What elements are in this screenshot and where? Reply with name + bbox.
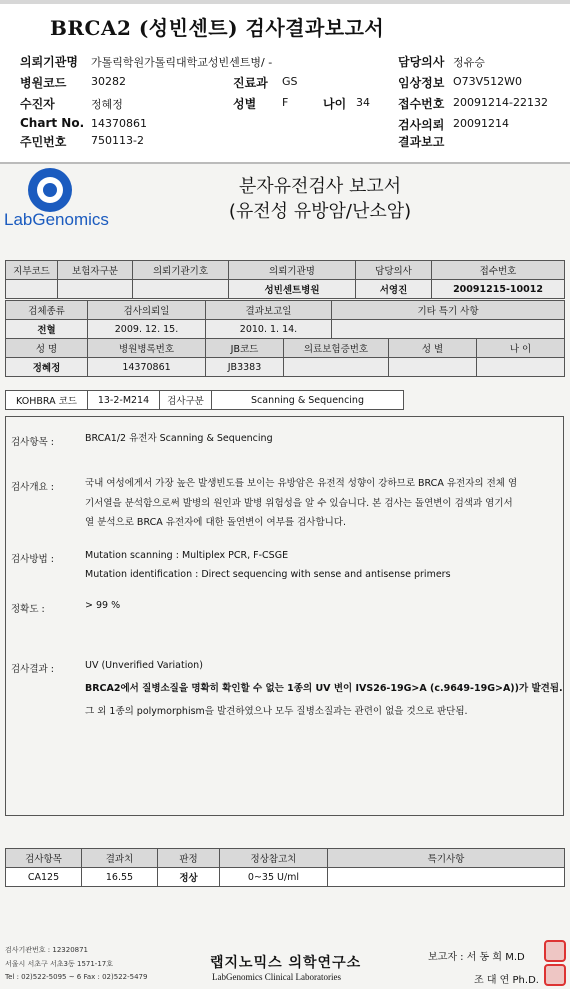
t1-head-0: 지부코드 [6, 261, 58, 280]
t4-head-0: 검사항목 [6, 849, 82, 868]
seal-stamp-icon [544, 940, 566, 962]
logo-text: LabGenomics [4, 210, 109, 229]
t3-head-2: JB코드 [206, 339, 284, 358]
report-subtitle: (유전성 유방암/난소암) [228, 201, 412, 222]
report-header [0, 0, 570, 160]
label-doctor: 담당의사 [398, 55, 445, 69]
t3-head-3: 의료보험증번호 [284, 339, 389, 358]
t4-head-4: 특기사항 [328, 849, 565, 868]
signature-director: 조 대 연 Ph.D. [474, 975, 539, 986]
label-hospital-code: 병원코드 [20, 76, 67, 90]
value-institution: 가톨릭학원가톨릭대학교성빈센트병/ - [91, 56, 273, 69]
t3-val-sex [389, 358, 477, 377]
value-hospital-code: 30282 [91, 75, 126, 88]
test-type-value: Scanning & Sequencing [212, 391, 404, 410]
overview-line-2: 기서열을 분석함으로써 발병의 원인과 발병 위험성을 알 수 있습니다. 본 검사는 돌연변이 검색과 염기서 [85, 498, 513, 509]
label-request-date: 검사의뢰 [398, 118, 445, 132]
info-table-3 [5, 338, 565, 377]
result-line-3: 그 외 1종의 polymorphism을 발견하였으나 모두 질병소질과는 관련이 없을 것으로 판단됨. [85, 706, 468, 717]
value-doctor: 정유승 [453, 56, 485, 69]
t4-val-reference: 0~35 U/ml [220, 868, 328, 887]
t1-head-3: 의뢰기관명 [229, 261, 356, 280]
t4-val-result: 16.55 [82, 868, 158, 887]
overview-line-3: 열 분석으로 BRCA 유전자에 대한 돌연변이 여부를 검사합니다. [85, 517, 347, 528]
item-label: 검사항목 : [11, 437, 54, 448]
t2-val-remarks [332, 320, 565, 339]
value-department: GS [282, 75, 298, 88]
value-request-date: 20091214 [453, 117, 509, 130]
scanned-report [0, 162, 570, 989]
t3-val-jb-code: JB3383 [206, 358, 284, 377]
kohbra-label: KOHBRA 코드 [6, 391, 88, 410]
method-label: 검사방법 : [11, 554, 54, 565]
label-institution: 의뢰기관명 [20, 55, 78, 69]
info-table-1 [5, 260, 565, 299]
t1-val-2 [133, 280, 229, 299]
t4-val-item: CA125 [6, 868, 82, 887]
value-sex: F [282, 96, 289, 109]
label-clinical-info: 임상정보 [398, 76, 445, 90]
t2-val-specimen: 전혈 [6, 320, 88, 339]
label-department: 진료과 [233, 76, 268, 90]
t1-val-institution: 성빈센트병원 [229, 280, 356, 299]
t3-val-insurance [284, 358, 389, 377]
value-resident-no: 750113-2 [91, 134, 144, 147]
overview-label: 검사개요 : [11, 482, 54, 493]
label-patient: 수진자 [20, 97, 55, 111]
value-clinical-info: O73V512W0 [453, 75, 523, 88]
test-type-label: 검사구분 [160, 391, 212, 410]
footer-address: 서울시 서초구 서초3동 1571-17호 [5, 960, 113, 968]
t3-val-record-no: 14370861 [88, 358, 206, 377]
t1-val-receipt: 20091215-10012 [432, 280, 565, 299]
label-age: 나이 [323, 97, 347, 111]
result-label: 검사결과 : [11, 664, 54, 675]
value-age: 34 [356, 96, 370, 109]
report-body [5, 416, 564, 816]
value-receipt-no: 20091214-22132 [453, 96, 548, 109]
kohbra-code: 13-2-M214 [88, 391, 160, 410]
accuracy-value: > 99 % [85, 600, 121, 611]
t1-val-doctor: 서영진 [356, 280, 432, 299]
label-receipt-no: 접수번호 [398, 97, 445, 111]
t2-val-request-date: 2009. 12. 15. [88, 320, 206, 339]
lab-name-korean: 랩지노믹스 의학연구소 [210, 955, 362, 971]
accuracy-label: 정확도 : [11, 604, 45, 615]
overview-line-1: 국내 여성에게서 가장 높은 발생빈도를 보이는 유방암은 유전적 성향이 강하므로 BRCA 유전자의 전체 염 [85, 478, 518, 489]
footer-lab-no: 검사기관번호 : 12320871 [5, 946, 89, 954]
result-table [5, 848, 565, 887]
value-chart-no: 14370861 [91, 117, 147, 130]
t1-val-0 [6, 280, 58, 299]
label-chart-no: Chart No. [20, 116, 85, 130]
t1-val-1 [58, 280, 133, 299]
t1-head-5: 접수번호 [432, 261, 565, 280]
method-line-1: Mutation scanning : Multiplex PCR, F-CSGE [85, 550, 289, 561]
item-value: BRCA1/2 유전자 Scanning & Sequencing [85, 433, 273, 444]
signature-reporter: 보고자 : 서 동 희 M.D [428, 952, 525, 963]
t4-val-remarks [328, 868, 565, 887]
header-top-line [0, 0, 570, 4]
info-table-2 [5, 300, 565, 339]
value-patient: 정혜정 [91, 98, 123, 111]
label-resident-no: 주민번호 [20, 135, 67, 149]
t4-val-judgement: 정상 [158, 868, 220, 887]
lab-name-english: LabGenomics Clinical Laboratories [212, 972, 341, 982]
t3-head-0: 성 명 [6, 339, 88, 358]
footer-phone: Tel : 02)522-5095 ~ 6 Fax : 02)522-5479 [5, 973, 148, 981]
seal-stamp-icon-2 [544, 964, 566, 986]
t3-val-age [477, 358, 565, 377]
t3-head-4: 성 별 [389, 339, 477, 358]
t1-head-4: 담당의사 [356, 261, 432, 280]
report-title: 분자유전검사 보고서 [238, 176, 402, 197]
t1-head-2: 의뢰기관기호 [133, 261, 229, 280]
t2-val-report-date: 2010. 1. 14. [206, 320, 332, 339]
result-line-1: UV (Unverified Variation) [85, 660, 203, 671]
t4-head-1: 결과치 [82, 849, 158, 868]
t4-head-2: 판정 [158, 849, 220, 868]
t3-head-1: 병원병록번호 [88, 339, 206, 358]
result-line-2: BRCA2에서 질병소질을 명확히 확인할 수 없는 1종의 UV 변이 IVS26-19G>A (c.9649-19G>A))가 발견됨. [85, 683, 563, 694]
t1-head-1: 보험자구분 [58, 261, 133, 280]
t3-val-name: 정혜정 [6, 358, 88, 377]
label-result-report: 결과보고 [398, 135, 445, 149]
t2-head-2: 결과보고일 [206, 301, 332, 320]
t4-head-3: 정상참고치 [220, 849, 328, 868]
kohbra-table [5, 390, 404, 410]
t2-head-0: 검체종류 [6, 301, 88, 320]
t2-head-1: 검사의뢰일 [88, 301, 206, 320]
label-sex: 성별 [233, 97, 257, 111]
t2-head-3: 기타 특기 사항 [332, 301, 565, 320]
page-title: BRCA2 (성빈센트) 검사결과보고서 [50, 16, 385, 40]
method-line-2: Mutation identification : Direct sequencing with sense and antisense primers [85, 569, 451, 580]
t3-head-5: 나 이 [477, 339, 565, 358]
